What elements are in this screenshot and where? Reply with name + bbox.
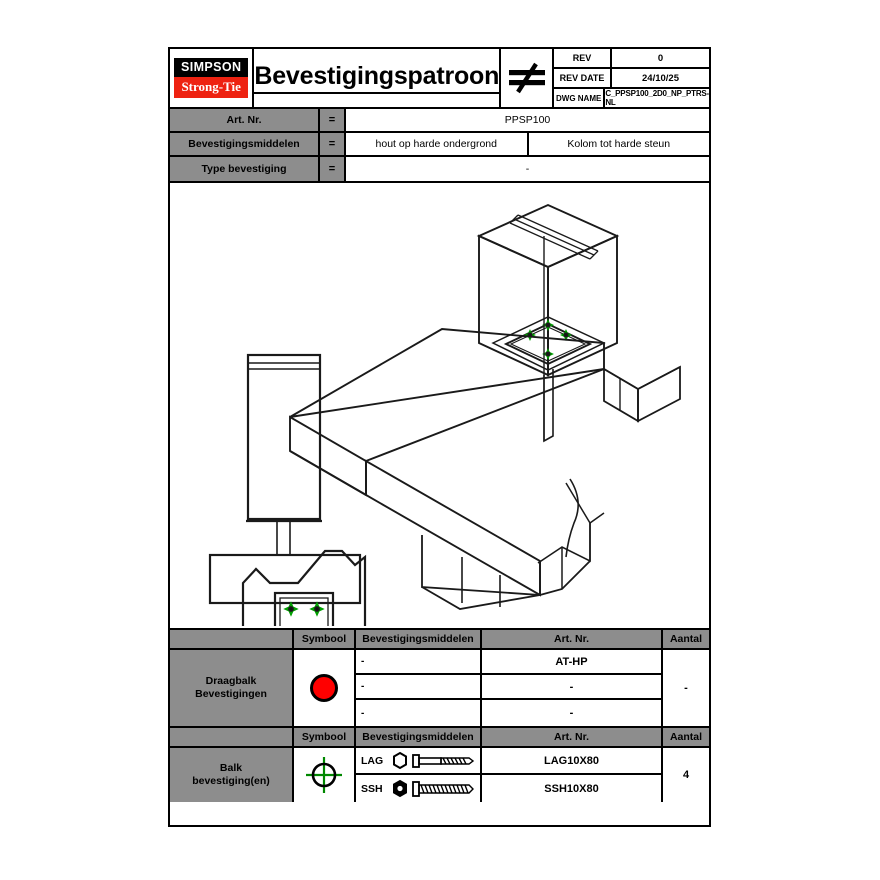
fastener-cell: -	[356, 700, 480, 726]
param-equals: =	[320, 133, 346, 155]
isometric-view	[290, 205, 680, 609]
art-nr-column	[482, 650, 663, 726]
fastener-cell: -	[356, 675, 480, 700]
param-value-left: hout op harde ondergrond	[346, 133, 529, 155]
dwg-name-value: C_PPSP100_2D0_NP_PTRS-NL	[605, 89, 709, 107]
param-equals: =	[320, 157, 346, 181]
param-row-bevestigingsmiddelen	[170, 133, 709, 157]
plan-fastener-markers	[285, 603, 324, 627]
plan-view	[243, 551, 365, 626]
parameter-table	[170, 109, 709, 183]
quantity-cell: 4	[663, 748, 709, 802]
param-label: Type bevestiging	[170, 157, 320, 181]
sheet-title-text: Bevestigingspatroon	[254, 62, 499, 94]
symbol-cell-red-circle	[294, 650, 356, 726]
fastener-name: SSH	[361, 782, 383, 795]
red-filled-circle-icon	[308, 672, 340, 704]
header-symbol: Symbool	[294, 728, 356, 746]
header-art-nr: Art. Nr.	[482, 630, 663, 648]
category-line-2: Bevestigingen	[195, 688, 267, 700]
logo-strong-tie-text: Strong-Tie	[174, 77, 248, 98]
art-nr-cell: LAG10X80	[482, 748, 661, 775]
rev-date-value: 24/10/25	[642, 72, 679, 84]
table-header-row	[170, 630, 709, 650]
green-crosshair-icon	[304, 755, 344, 795]
param-value: -	[525, 163, 530, 175]
category-line-1: Draagbalk	[205, 674, 257, 687]
header-symbol: Symbool	[294, 630, 356, 648]
quantity-cell: -	[663, 650, 709, 726]
drawing-area	[170, 183, 709, 630]
hex-outline-lag-screw-icon	[391, 751, 477, 771]
symbol-cell-crosshair	[294, 748, 356, 802]
not-equal-icon	[505, 61, 549, 95]
fastener-table-draagbalk	[170, 630, 709, 728]
category-line-2: bevestiging(en)	[192, 775, 270, 787]
art-nr-column	[482, 748, 663, 802]
art-nr-cell: -	[482, 700, 661, 726]
fastener-name: LAG	[361, 754, 384, 767]
param-label: Art. Nr.	[170, 109, 320, 131]
revision-date-row	[554, 69, 709, 89]
category-line-1: Balk	[219, 761, 243, 774]
rev-label: REV	[554, 49, 612, 67]
revision-block	[554, 49, 709, 107]
header-category-spacer	[170, 728, 294, 746]
category-draagbalk-bevestigingen	[170, 650, 294, 726]
revision-row	[554, 49, 709, 69]
logo-simpson-text: SIMPSON	[174, 58, 248, 77]
param-row-art-nr	[170, 109, 709, 133]
hex-filled-ssh-screw-icon	[391, 779, 477, 799]
category-balk-bevestigingen	[170, 748, 294, 802]
fastener-cell: -	[356, 650, 480, 675]
projection-symbol-cell	[501, 49, 554, 107]
fastener-cell-lag	[356, 748, 480, 775]
art-nr-cell: SSH10X80	[482, 775, 661, 802]
table-header-row	[170, 728, 709, 748]
rev-value: 0	[657, 52, 664, 64]
header-quantity: Aantal	[669, 633, 703, 645]
header-category-spacer	[170, 630, 294, 648]
fastener-cell-ssh	[356, 775, 480, 802]
param-value-right: Kolom tot harde steun	[567, 138, 671, 150]
fasteners-column	[356, 650, 482, 726]
simpson-strong-tie-logo	[170, 49, 254, 107]
param-equals: =	[320, 109, 346, 131]
sheet-title	[254, 49, 501, 107]
fastener-table-balk	[170, 728, 709, 802]
title-block	[170, 49, 709, 109]
art-nr-cell: AT-HP	[482, 650, 661, 675]
art-nr-cell: -	[482, 675, 661, 700]
header-art-nr: Art. Nr.	[482, 728, 663, 746]
dwg-name-row	[554, 89, 709, 107]
table-body	[170, 650, 709, 726]
fasteners-column	[356, 748, 482, 802]
param-value: PPSP100	[504, 114, 551, 126]
header-quantity: Aantal	[669, 731, 703, 743]
header-fasteners: Bevestigingsmiddelen	[356, 728, 482, 746]
drawing-sheet	[168, 47, 711, 827]
technical-drawing	[170, 183, 709, 626]
param-row-type-bevestiging	[170, 157, 709, 181]
header-fasteners: Bevestigingsmiddelen	[356, 630, 482, 648]
param-label: Bevestigingsmiddelen	[170, 133, 320, 155]
dwg-name-label: DWG NAME	[554, 89, 605, 107]
table-body	[170, 748, 709, 802]
rev-date-label: REV DATE	[554, 69, 612, 87]
